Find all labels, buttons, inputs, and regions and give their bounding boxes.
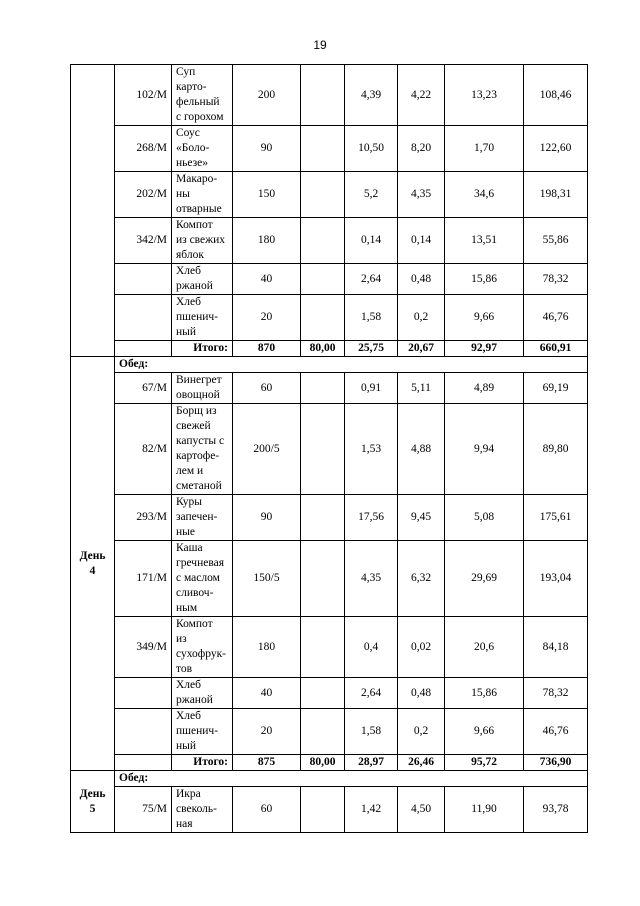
recipe-code-cell: 75/М [115,787,172,833]
carbs-cell: 11,90 [445,787,524,833]
dish-name-cell [172,172,233,218]
output-cell: 60 [233,373,301,404]
total-output-cell: 875 [233,755,301,771]
output-cell: 200/5 [233,404,301,495]
day-label-cell [71,771,115,833]
recipe-code-cell: 67/М [115,373,172,404]
output-cell: 150/5 [233,541,301,617]
output-cell: 20 [233,295,301,341]
table-row [71,404,588,495]
carbs-cell: 29,69 [445,541,524,617]
recipe-code-cell: 102/М [115,65,172,126]
table-row [71,678,588,709]
recipe-code-cell [115,341,172,357]
carbs-cell: 13,51 [445,218,524,264]
recipe-code-cell: 82/М [115,404,172,495]
price-cell [301,495,345,541]
recipe-code-cell [115,755,172,771]
kcal-cell: 122,60 [524,126,588,172]
dish-name-line: яблок [176,249,204,261]
dish-name-line: Макаро- [176,173,218,185]
recipe-code-cell [115,295,172,341]
output-cell: 20 [233,709,301,755]
dish-name-cell [172,541,233,617]
day-label-line: 4 [89,564,96,577]
output-cell: 200 [233,65,301,126]
dish-name-cell [172,295,233,341]
table-row [71,218,588,264]
dish-name-line: Соус [176,127,200,139]
carbs-cell: 4,89 [445,373,524,404]
price-cell [301,617,345,678]
dish-name-line: свежей [176,420,211,432]
protein-cell: 10,50 [345,126,398,172]
dish-name-line: с маслом [176,572,220,584]
total-price-cell: 80,00 [301,755,345,771]
total-row [71,341,588,357]
total-label-cell: Итого: [172,341,233,357]
carbs-cell: 13,23 [445,65,524,126]
dish-name-line: Борщ из [176,405,217,417]
dish-name-line: лем и [176,465,204,477]
fat-cell: 4,22 [398,65,445,126]
kcal-cell: 108,46 [524,65,588,126]
price-cell [301,264,345,295]
meal-section-label: Обед: [115,357,588,373]
kcal-cell: 69,19 [524,373,588,404]
total-fat-cell: 20,67 [398,341,445,357]
total-fat-cell: 26,46 [398,755,445,771]
kcal-cell: 89,80 [524,404,588,495]
dish-name-line: ны [176,188,190,200]
dish-name-line: ный [176,326,197,338]
protein-cell: 0,91 [345,373,398,404]
fat-cell: 0,48 [398,678,445,709]
dish-name-cell [172,65,233,126]
kcal-cell: 55,86 [524,218,588,264]
page-number: 19 [313,38,327,52]
recipe-code-cell: 342/М [115,218,172,264]
fat-cell: 0,02 [398,617,445,678]
carbs-cell: 9,94 [445,404,524,495]
protein-cell: 0,4 [345,617,398,678]
fat-cell: 0,2 [398,709,445,755]
carbs-cell: 15,86 [445,678,524,709]
protein-cell: 0,14 [345,218,398,264]
day-label-cell [71,357,115,771]
dish-name-line: из свежих [176,234,225,246]
dish-name-line: запечен- [176,511,218,523]
dish-name-line: сухофрук- [176,648,226,660]
carbs-cell: 5,08 [445,495,524,541]
dish-name-line: ные [176,526,195,538]
protein-cell: 2,64 [345,264,398,295]
dish-name-line: Куры [176,496,203,508]
protein-cell: 17,56 [345,495,398,541]
table-row [71,373,588,404]
dish-name-line: отварные [176,203,222,215]
table-row [71,295,588,341]
dish-name-line: ная [176,818,193,830]
output-cell: 90 [233,495,301,541]
dish-name-cell [172,126,233,172]
protein-cell: 2,64 [345,678,398,709]
dish-name-line: Хлеб [176,679,201,691]
kcal-cell: 193,04 [524,541,588,617]
kcal-cell: 84,18 [524,617,588,678]
fat-cell: 9,45 [398,495,445,541]
table-row [71,126,588,172]
dish-name-line: Компот [176,618,213,630]
recipe-code-cell: 202/М [115,172,172,218]
price-cell [301,541,345,617]
table-row [71,541,588,617]
fat-cell: 4,88 [398,404,445,495]
meal-section-label: Обед: [115,771,588,787]
recipe-code-cell [115,678,172,709]
dish-name-line: свеколь- [176,803,217,815]
output-cell: 60 [233,787,301,833]
fat-cell: 0,48 [398,264,445,295]
carbs-cell: 9,66 [445,295,524,341]
kcal-cell: 46,76 [524,295,588,341]
dish-name-line: ржаной [176,280,213,292]
protein-cell: 1,42 [345,787,398,833]
table-row [71,264,588,295]
kcal-cell: 93,78 [524,787,588,833]
dish-name-cell [172,264,233,295]
fat-cell: 6,32 [398,541,445,617]
dish-name-line: фельный [176,96,220,108]
carbs-cell: 9,66 [445,709,524,755]
recipe-code-cell: 293/М [115,495,172,541]
table-row [71,617,588,678]
dish-name-line: пшенич- [176,311,219,323]
fat-cell: 0,2 [398,295,445,341]
dish-name-line: карто- [176,81,207,93]
table-row [71,787,588,833]
table-row [71,65,588,126]
output-cell: 90 [233,126,301,172]
carbs-cell: 34,6 [445,172,524,218]
fat-cell: 0,14 [398,218,445,264]
recipe-code-cell [115,709,172,755]
kcal-cell: 198,31 [524,172,588,218]
section-header-row [71,357,588,373]
protein-cell: 5,2 [345,172,398,218]
kcal-cell: 46,76 [524,709,588,755]
menu-table [70,64,588,833]
dish-name-line: Хлеб [176,296,201,308]
dish-name-line: ным [176,602,198,614]
total-kcal-cell: 660,91 [524,341,588,357]
dish-name-line: Компот [176,219,213,231]
dish-name-line: овощной [176,389,220,401]
price-cell [301,709,345,755]
day-label-line: День [79,549,106,562]
fat-cell: 8,20 [398,126,445,172]
dish-name-cell [172,218,233,264]
price-cell [301,295,345,341]
price-cell [301,373,345,404]
dish-name-cell [172,787,233,833]
dish-name-line: сметаной [176,480,222,492]
recipe-code-cell: 349/М [115,617,172,678]
total-carbs-cell: 95,72 [445,755,524,771]
dish-name-line: Икра [176,788,201,800]
price-cell [301,172,345,218]
total-label-cell: Итого: [172,755,233,771]
dish-name-line: гречневая [176,557,224,569]
fat-cell: 4,50 [398,787,445,833]
dish-name-line: из [176,633,187,645]
price-cell [301,218,345,264]
dish-name-line: Суп [176,66,196,78]
price-cell [301,126,345,172]
protein-cell: 1,58 [345,295,398,341]
price-cell [301,65,345,126]
price-cell [301,787,345,833]
output-cell: 40 [233,678,301,709]
total-kcal-cell: 736,90 [524,755,588,771]
dish-name-cell [172,495,233,541]
dish-name-line: Хлеб [176,710,201,722]
total-carbs-cell: 92,97 [445,341,524,357]
dish-name-line: картофе- [176,450,220,462]
dish-name-cell [172,617,233,678]
recipe-code-cell: 171/М [115,541,172,617]
dish-name-line: ржаной [176,694,213,706]
dish-name-line: Каша [176,542,203,554]
total-protein-cell: 25,75 [345,341,398,357]
protein-cell: 4,39 [345,65,398,126]
dish-name-line: капусты с [176,435,225,447]
day-label-line: День [79,787,106,800]
dish-name-line: Винегрет [176,374,222,386]
table-row [71,495,588,541]
fat-cell: 5,11 [398,373,445,404]
protein-cell: 4,35 [345,541,398,617]
protein-cell: 1,58 [345,709,398,755]
output-cell: 180 [233,617,301,678]
dish-name-line: «Боло- [176,142,210,154]
total-price-cell: 80,00 [301,341,345,357]
dish-name-line: сливоч- [176,587,214,599]
dish-name-line: пшенич- [176,725,219,737]
price-cell [301,678,345,709]
total-output-cell: 870 [233,341,301,357]
fat-cell: 4,35 [398,172,445,218]
carbs-cell: 20,6 [445,617,524,678]
output-cell: 150 [233,172,301,218]
dish-name-cell [172,709,233,755]
carbs-cell: 15,86 [445,264,524,295]
dish-name-cell [172,404,233,495]
total-protein-cell: 28,97 [345,755,398,771]
protein-cell: 1,53 [345,404,398,495]
kcal-cell: 78,32 [524,678,588,709]
price-cell [301,404,345,495]
dish-name-line: тов [176,663,193,675]
day-label-line: 5 [89,802,96,815]
dish-name-line: Хлеб [176,265,201,277]
output-cell: 40 [233,264,301,295]
output-cell: 180 [233,218,301,264]
dish-name-cell [172,678,233,709]
carbs-cell: 1,70 [445,126,524,172]
table-row [71,709,588,755]
kcal-cell: 175,61 [524,495,588,541]
section-header-row [71,771,588,787]
recipe-code-cell [115,264,172,295]
dish-name-line: ньезе» [176,157,209,169]
recipe-code-cell: 268/М [115,126,172,172]
table-row [71,172,588,218]
total-row [71,755,588,771]
day-label-cell [71,65,115,357]
kcal-cell: 78,32 [524,264,588,295]
dish-name-cell [172,373,233,404]
dish-name-line: с горохом [176,111,224,123]
dish-name-line: ный [176,740,197,752]
